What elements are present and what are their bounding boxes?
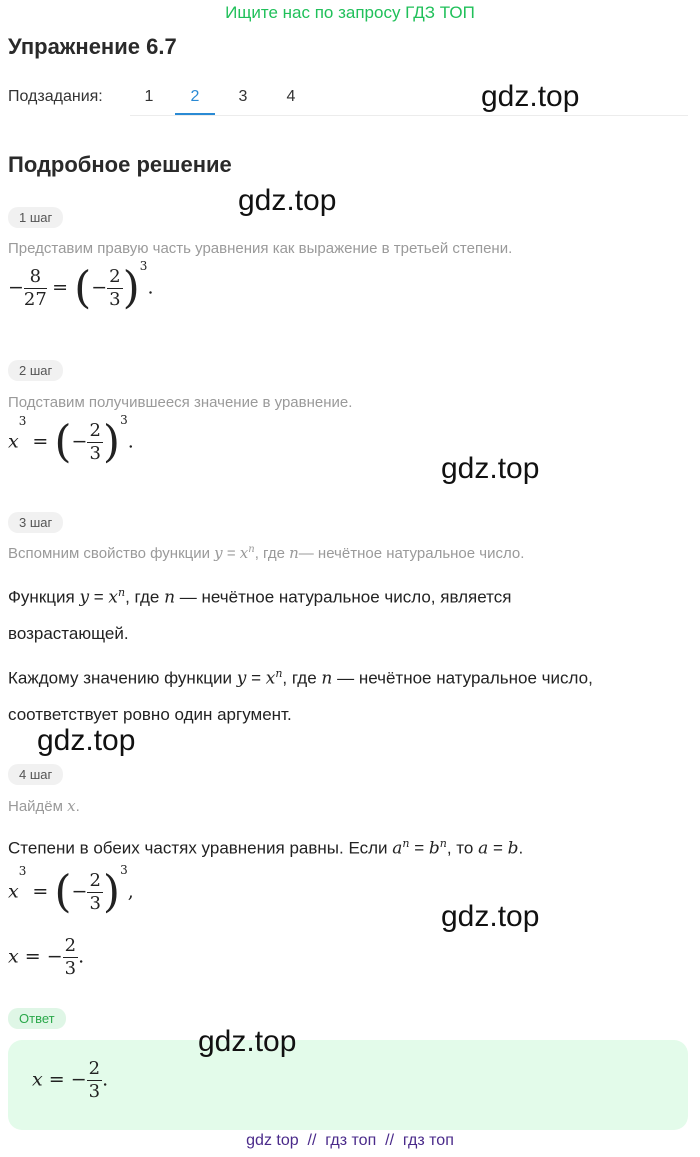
page-title: Упражнение 6.7 [8, 34, 177, 59]
active-tab-indicator [175, 113, 215, 115]
step-badge: 1 шаг [8, 207, 63, 228]
math-equation: $x^3$ = (− $\frac{2}{3}$ )$^3$. [8, 412, 134, 468]
step-paragraph: Степени в обеих частях уравнения равны. Если $a^n = b^n$, то a = b. [8, 837, 524, 859]
tab-subtask-3[interactable]: 3 [238, 88, 248, 105]
step-paragraph: Каждому значению функции $y = x^n$, где n — нечётное натуральное число, соответствует ровно один аргумент. [8, 667, 593, 724]
watermark: gdz.top [198, 1025, 297, 1058]
tabs-divider [130, 115, 688, 116]
step-paragraph: Функция $y = x^n$, где n — нечётное натуральное число, является возрастающей. [8, 586, 512, 643]
watermark: gdz.top [481, 80, 580, 113]
watermark: gdz.top [441, 452, 540, 485]
math-equation: $x^3$ = (− $\frac{2}{3}$ )$^3$, [8, 862, 134, 918]
step-hint: Представим правую часть уравнения как выражение в третьей степени. [8, 240, 513, 257]
math-equation: − $\frac{8}{27}$ = (− $\frac{2}{3}$ )$^3$. [8, 258, 154, 314]
step-badge: 2 шаг [8, 360, 63, 381]
subtasks-label: Подзадания: [8, 88, 103, 105]
math-equation: x = − $\frac{2}{3}$ . [8, 935, 85, 979]
tab-subtask-2[interactable]: 2 [190, 88, 200, 105]
solution-heading: Подробное решение [8, 152, 232, 177]
answer-box [8, 1040, 688, 1130]
search-banner: Ищите нас по запросу ГДЗ ТОП [225, 3, 475, 22]
step-badge: 3 шаг [8, 512, 63, 533]
tab-subtask-1[interactable]: 1 [144, 88, 154, 105]
step-hint: Вспомним свойство функции $y = x^n$, где n— нечётное натуральное число. [8, 544, 525, 562]
step-hint: Подставим получившееся значение в уравнение. [8, 394, 353, 411]
answer-badge: Ответ [8, 1008, 66, 1029]
tab-subtask-4[interactable]: 4 [286, 88, 296, 105]
watermark: gdz.top [441, 900, 540, 933]
step-hint: Найдём x. [8, 797, 80, 815]
watermark: gdz.top [37, 724, 136, 757]
watermark: gdz.top [238, 184, 337, 217]
footer-links: gdz top // гдз топ // гдз топ [246, 1132, 454, 1149]
answer-equation: x = − $\frac{2}{3}$ . [32, 1058, 109, 1102]
step-badge: 4 шаг [8, 764, 63, 785]
